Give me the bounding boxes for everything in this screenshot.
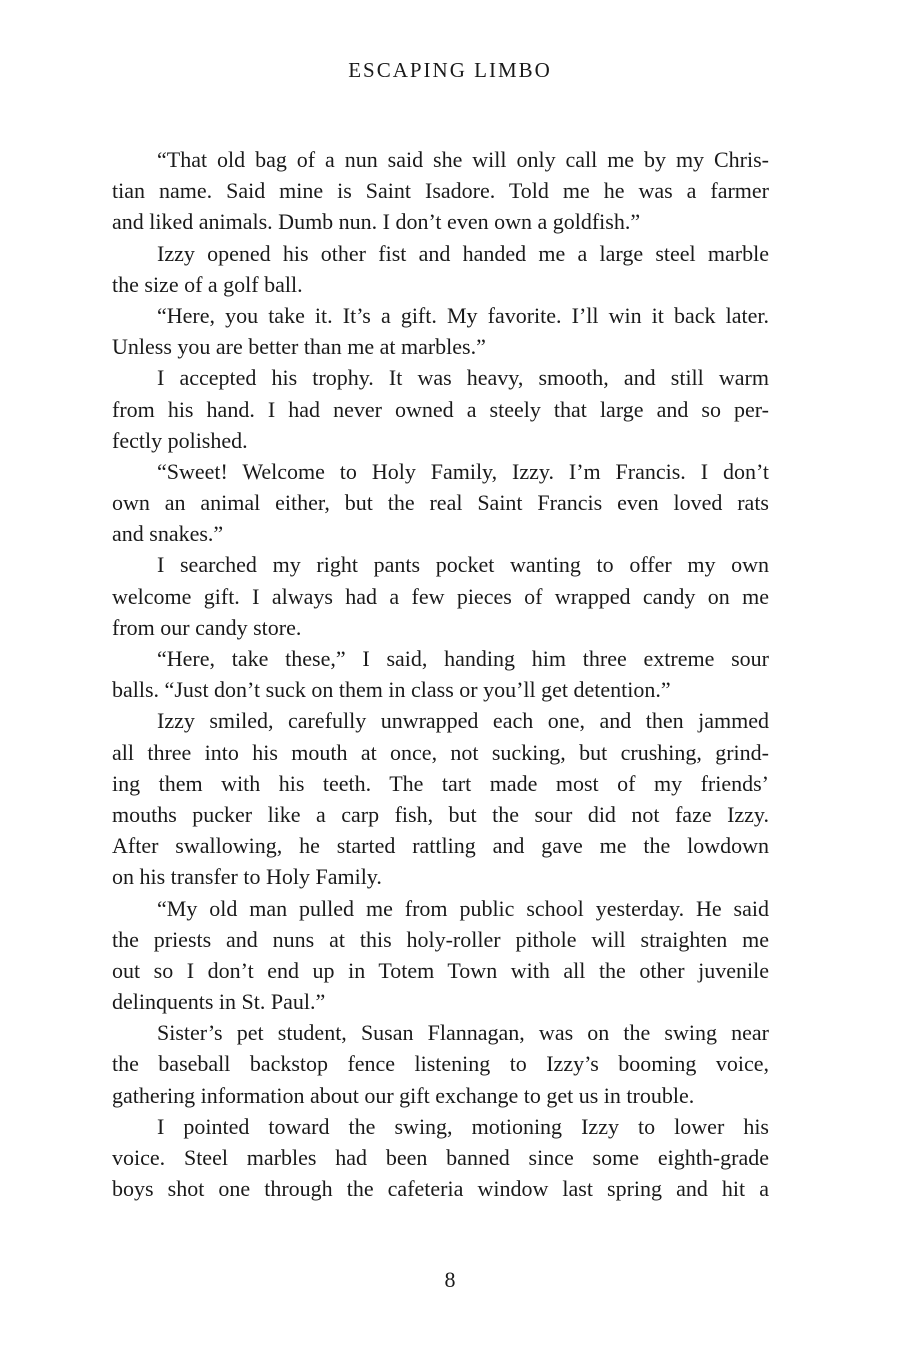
text-line: out so I don’t end up in Totem Town with all the other juvenile xyxy=(112,957,769,983)
text-line: After swallowing, he started rattling and gave me the lowdown xyxy=(112,833,769,859)
paragraph xyxy=(112,1017,769,1111)
running-head: ESCAPING LIMBO xyxy=(348,58,552,82)
text-line: I searched my right pants pocket wanting to offer my own xyxy=(157,552,769,578)
paragraph xyxy=(112,549,769,643)
text-line: I accepted his trophy. It was heavy, smooth, and still warm xyxy=(157,365,769,391)
page-number: 8 xyxy=(444,1267,456,1292)
text-line: fectly polished. xyxy=(112,427,248,453)
text-line: from our candy store. xyxy=(112,614,302,640)
text-line: mouths pucker like a carp fish, but the sour did not faze Izzy. xyxy=(112,801,769,827)
text-line: on his transfer to Holy Family. xyxy=(112,864,382,890)
text-line: the priests and nuns at this holy-roller pithole will straighten me xyxy=(112,926,769,952)
text-line: from his hand. I had never owned a steely that large and so per- xyxy=(112,396,769,422)
text-line: “Here, take these,” I said, handing him three extreme sour xyxy=(157,646,769,671)
text-line: the size of a golf ball. xyxy=(112,271,303,297)
text-line: “My old man pulled me from public school yesterday. He said xyxy=(157,895,769,921)
text-line: welcome gift. I always had a few pieces of wrapped candy on me xyxy=(112,583,769,609)
text-line: “That old bag of a nun said she will only call me by my Chris- xyxy=(157,147,769,172)
text-line: and snakes.” xyxy=(112,521,224,547)
text-line: tian name. Said mine is Saint Isadore. Told me he was a farmer xyxy=(112,178,769,204)
text-line: Izzy opened his other fist and handed me a large steel marble xyxy=(157,240,769,266)
paragraph xyxy=(112,893,769,1018)
paragraph xyxy=(112,705,769,892)
text-line: voice. Steel marbles had been banned since some eighth-grade xyxy=(112,1145,769,1170)
text-line: the baseball backstop fence listening to Izzy’s booming voice, xyxy=(112,1051,769,1077)
paragraph xyxy=(112,456,769,550)
text-line: gathering information about our gift exchange to get us in trouble. xyxy=(112,1082,695,1108)
paragraph xyxy=(112,362,769,456)
text-line: Sister’s pet student, Susan Flannagan, was on the swing near xyxy=(157,1020,769,1046)
paragraph xyxy=(112,144,769,238)
text-line: Izzy smiled, carefully unwrapped each one, and then jammed xyxy=(157,708,769,734)
body-text xyxy=(112,144,769,1204)
text-line: balls. “Just don’t suck on them in class or you’ll get detention.” xyxy=(112,677,671,703)
text-line: own an animal either, but the real Saint Francis even loved rats xyxy=(112,490,769,516)
paragraph xyxy=(112,1111,769,1205)
paragraph xyxy=(112,238,769,300)
text-line: all three into his mouth at once, not sucking, but crushing, grind- xyxy=(112,739,769,765)
paragraph xyxy=(112,643,769,705)
text-line: delinquents in St. Paul.” xyxy=(112,989,326,1015)
text-line: ing them with his teeth. The tart made most of my friends’ xyxy=(112,770,769,796)
text-line: boys shot one through the cafeteria window last spring and hit a xyxy=(112,1176,769,1202)
text-line: Unless you are better than me at marbles.” xyxy=(112,334,486,360)
paragraph xyxy=(112,300,769,362)
text-line: “Here, you take it. It’s a gift. My favorite. I’ll win it back later. xyxy=(157,302,769,328)
text-line: and liked animals. Dumb nun. I don’t even own a goldfish.” xyxy=(112,209,641,235)
text-line: I pointed toward the swing, motioning Izzy to lower his xyxy=(157,1113,769,1139)
text-line: “Sweet! Welcome to Holy Family, Izzy. I’m Francis. I don’t xyxy=(157,458,769,484)
